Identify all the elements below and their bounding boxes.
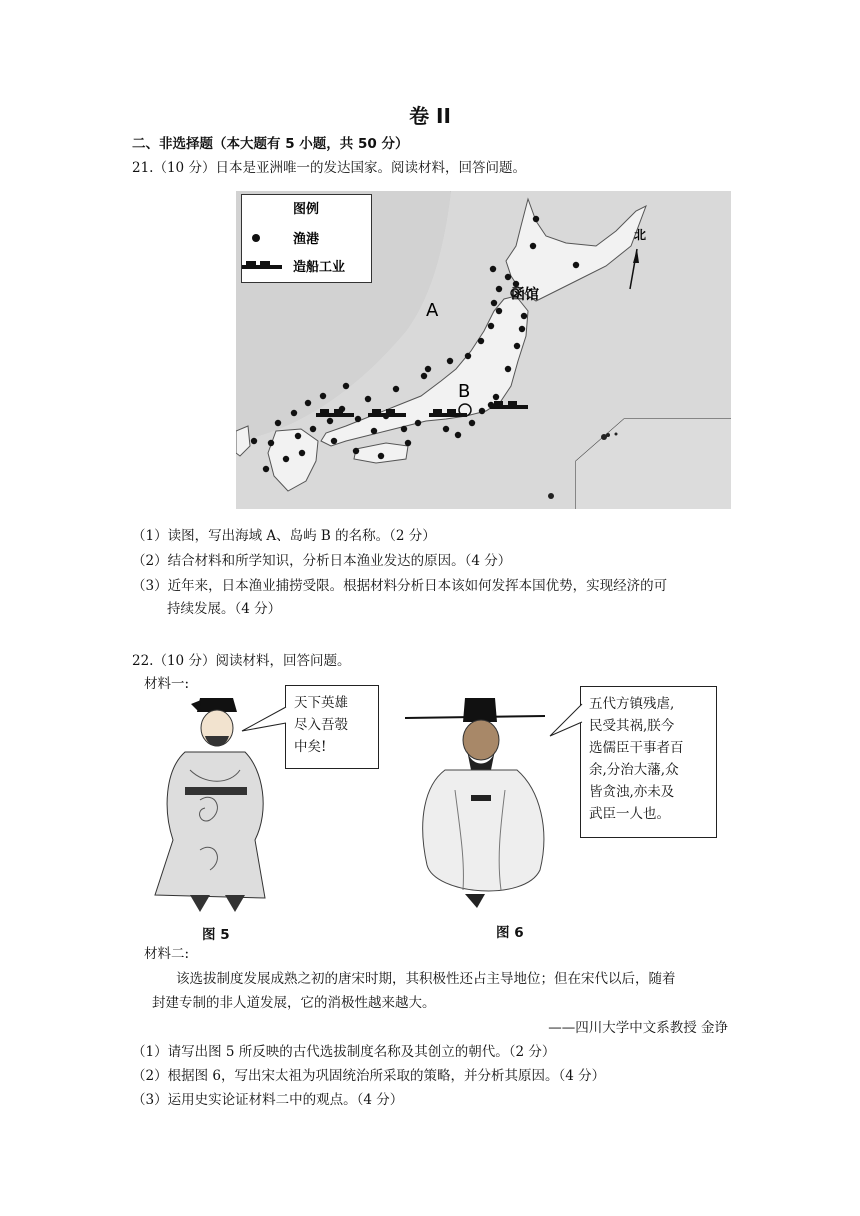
bubble2-tail xyxy=(548,700,584,740)
q21-sub1: （1）读图，写出海域 A、岛屿 B 的名称。（2 分） xyxy=(132,528,436,544)
speech-bubble-fig5 xyxy=(285,685,379,769)
q21-stem: 21.（10 分）日本是亚洲唯一的发达国家。阅读材料，回答问题。 xyxy=(132,160,526,176)
bubble2-line3: 选儒臣干事者百 xyxy=(589,740,684,756)
q22-stem: 22.（10 分）阅读材料，回答问题。 xyxy=(132,653,351,669)
q22-sub1: （1）请写出图 5 所反映的古代选拔制度名称及其创立的朝代。（2 分） xyxy=(132,1044,556,1060)
q22-sub2: （2）根据图 6，写出宋太祖为巩固统治所采取的策略，并分析其原因。（4 分） xyxy=(132,1068,606,1084)
label-sea-a: A xyxy=(426,300,439,321)
q21-sub3-line2: 持续发展。（4 分） xyxy=(167,601,282,617)
material2-source: ——四川大学中文系教授 金诤 xyxy=(548,1020,728,1036)
bubble1-line2: 尽入吾彀 xyxy=(294,717,348,733)
label-island-b: B xyxy=(458,381,471,402)
material2-label: 材料二: xyxy=(144,946,190,962)
bubble1-tail xyxy=(240,705,288,735)
bubble2-line2: 民受其祸,朕今 xyxy=(589,718,675,734)
figure-6-caption: 图 6 xyxy=(496,925,524,941)
bubble2-line1: 五代方镇残虐, xyxy=(589,696,675,712)
material1-label: 材料一: xyxy=(144,676,190,692)
legend-title: 图例 xyxy=(293,202,320,217)
figure-5-caption: 图 5 xyxy=(202,927,230,943)
north-label: 北 xyxy=(634,228,647,242)
page-title: 卷 II xyxy=(409,104,451,128)
label-hakodate: 函馆 xyxy=(511,287,539,303)
bubble2-line6: 武臣一人也。 xyxy=(589,806,670,822)
material2-line2: 封建专制的非人道发展，它的消极性越来越大。 xyxy=(152,995,436,1011)
q21-sub3-line1: （3）近年来，日本渔业捕捞受限。根据材料分析日本该如何发挥本国优势，实现经济的可 xyxy=(132,578,668,594)
fishport-legend-icon xyxy=(252,234,260,242)
section-heading: 二、非选择题（本大题有 5 小题，共 50 分） xyxy=(132,136,409,152)
speech-bubble-fig6 xyxy=(580,686,717,838)
q21-sub2: （2）结合材料和所学知识，分析日本渔业发达的原因。（4 分） xyxy=(132,553,512,569)
bubble2-line5: 皆贪浊,亦未及 xyxy=(589,784,675,800)
bubble2-line4: 余,分治大藩,众 xyxy=(589,762,679,778)
japan-map xyxy=(236,191,731,509)
legend-shipbuilding: 造船工业 xyxy=(293,260,346,275)
figure-6-illustration xyxy=(405,690,555,915)
q22-sub3: （3）运用史实论证材料二中的观点。（4 分） xyxy=(132,1092,404,1108)
bubble1-line3: 中矣! xyxy=(294,739,327,755)
material2-line1: 该选拔制度发展成熟之初的唐宋时期，其积极性还占主导地位；但在宋代以后，随着 xyxy=(176,971,676,987)
bubble1-line1: 天下英雄 xyxy=(294,695,348,711)
legend-fishport: 渔港 xyxy=(293,232,320,247)
